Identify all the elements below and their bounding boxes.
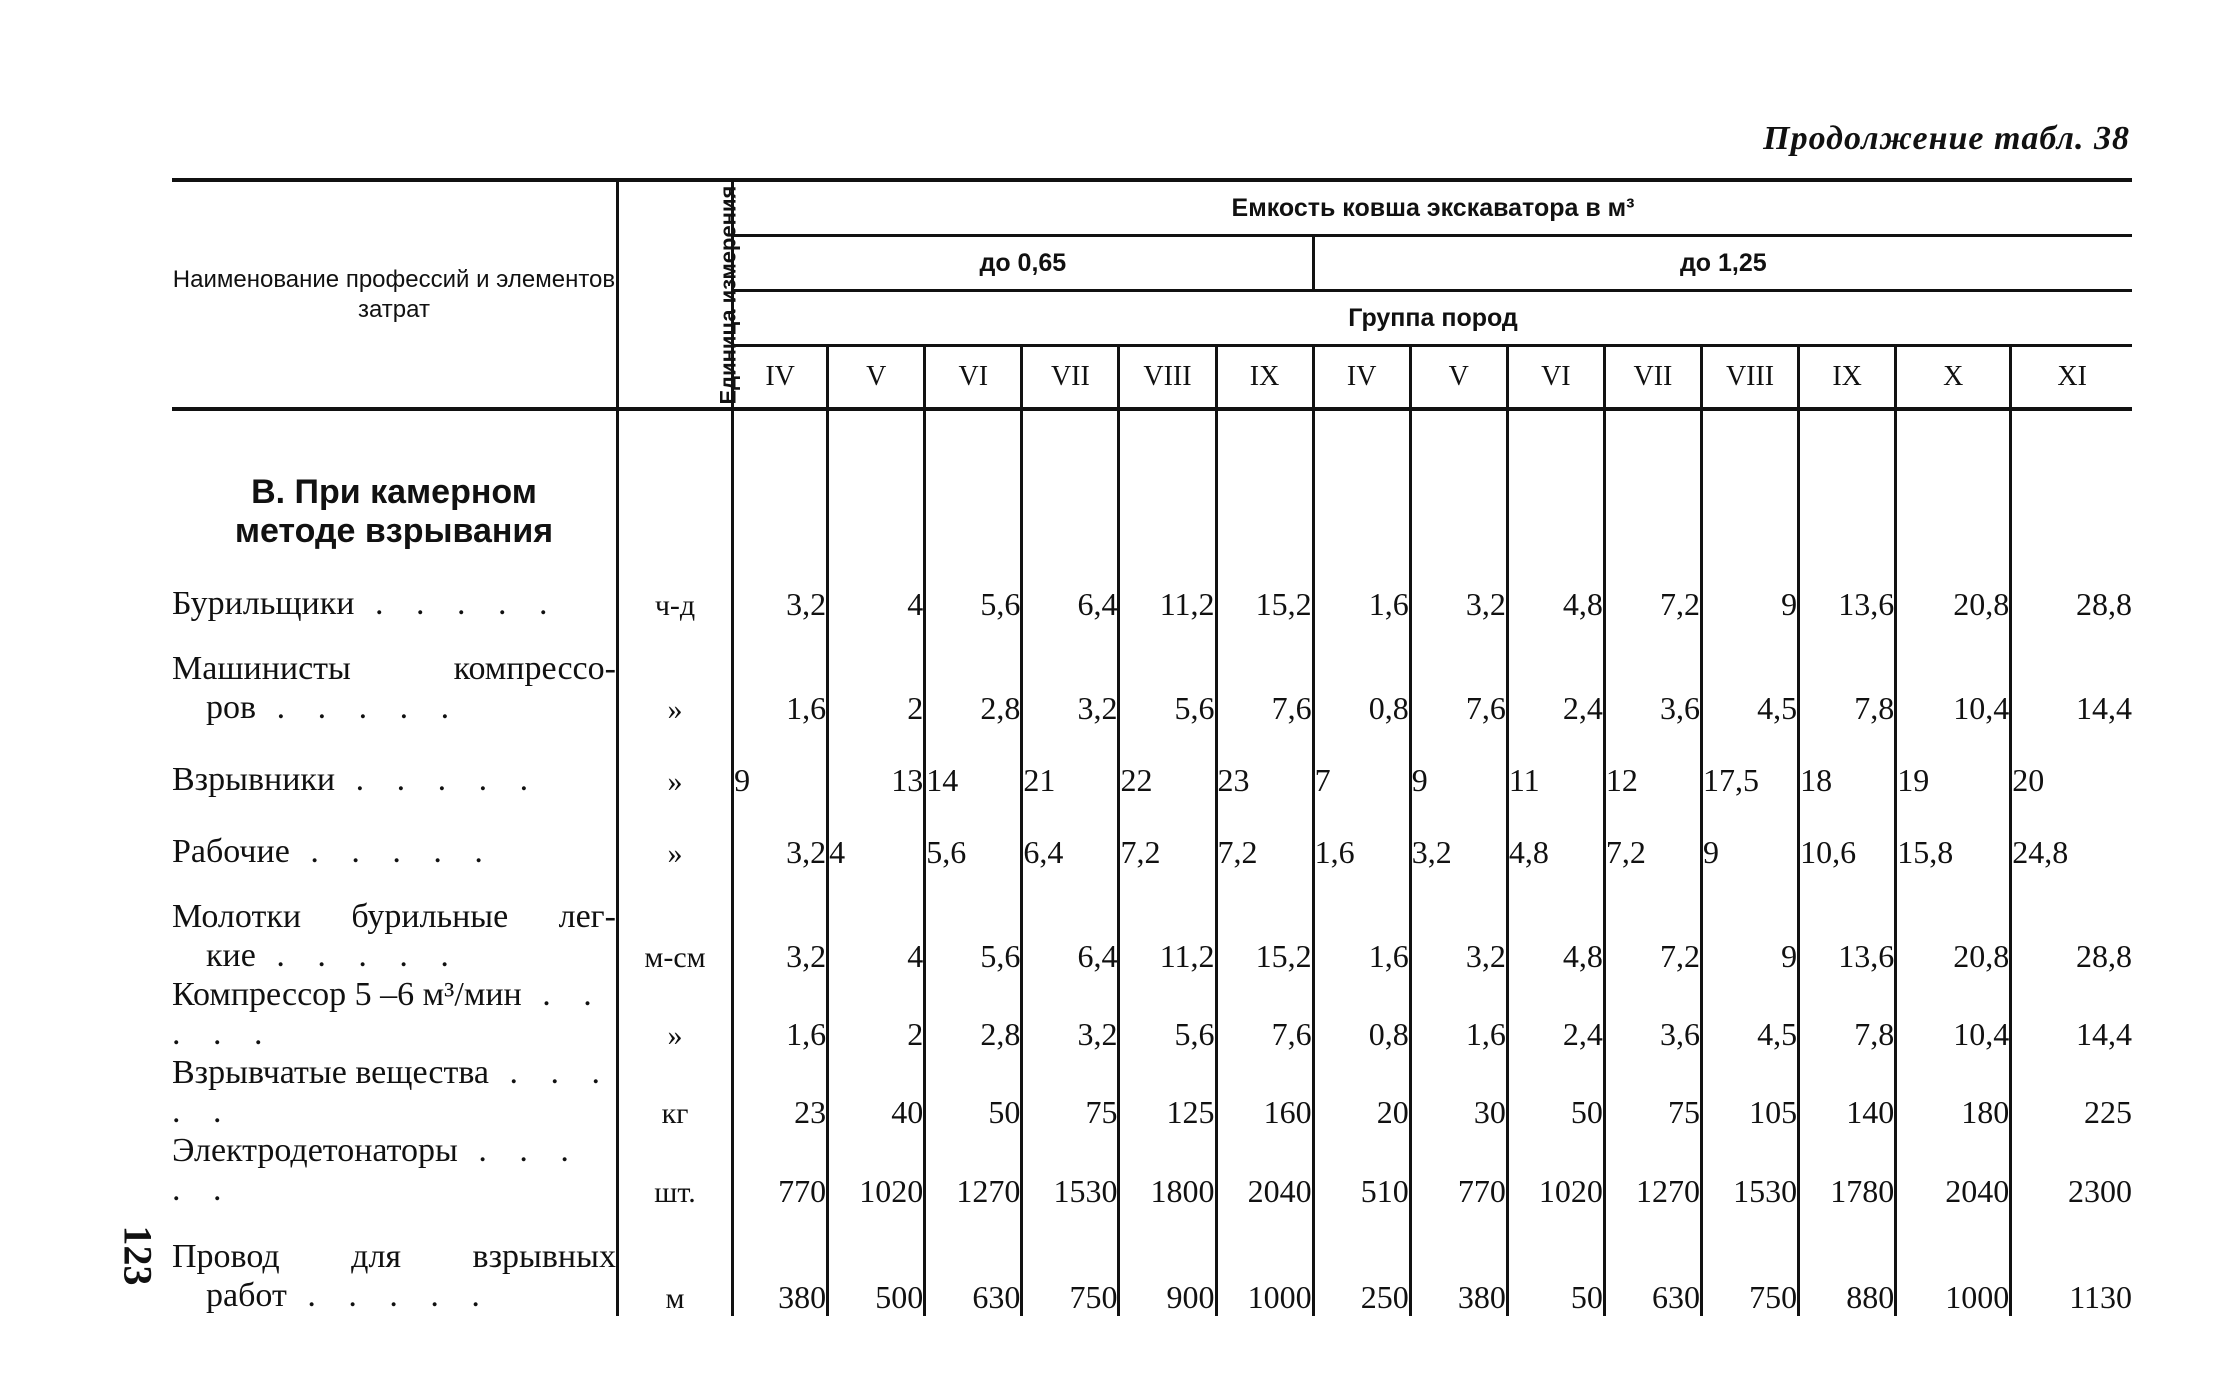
row-name-text: Взрывчатые вещества [172, 1054, 490, 1092]
table-cell: 17,5 [1702, 727, 1799, 799]
col-header: XI [2011, 346, 2132, 410]
table-cell: 4,8 [1507, 551, 1604, 623]
table-cell: 7,6 [1216, 623, 1313, 727]
leader-dots: . . . . . [172, 1054, 613, 1131]
table-cell: 4 [828, 871, 925, 975]
table-cell: 9 [1702, 799, 1799, 871]
table-caption: Продолжение табл. 38 [1763, 120, 2130, 157]
table-cell: 23 [1216, 727, 1313, 799]
table-cell: 15,2 [1216, 871, 1313, 975]
leader-dots: . . . . . [335, 760, 541, 798]
table-cell: 2040 [1896, 1131, 2011, 1209]
table-cell: 750 [1022, 1210, 1119, 1316]
leader-dots: . . . . . [172, 1132, 581, 1209]
table-cell: 13,6 [1799, 871, 1896, 975]
table-cell: 140 [1799, 1053, 1896, 1131]
table-cell: 19 [1896, 727, 2011, 799]
leader-dots: . . . . . [255, 936, 461, 974]
table-cell: 1000 [1216, 1210, 1313, 1316]
table-cell: 1270 [925, 1131, 1022, 1209]
table-cell: 3,6 [1604, 975, 1701, 1053]
table-cell: 3,2 [1410, 551, 1507, 623]
col-header: VIII [1702, 346, 1799, 410]
table-row [172, 975, 2132, 1053]
section-row [172, 409, 2132, 551]
header-unit-column [617, 180, 741, 409]
table-cell: 7,8 [1799, 975, 1896, 1053]
row-name [172, 551, 617, 623]
table-cell: 1130 [2011, 1210, 2132, 1316]
row-name-text: ров [206, 688, 257, 726]
table-cell: 9 [1410, 727, 1507, 799]
row-name-text: Взрывники [172, 760, 336, 798]
table-cell: 21 [1022, 727, 1119, 799]
col-header: X [1896, 346, 2011, 410]
col-header: IX [1216, 346, 1313, 410]
table-cell: 22 [1119, 727, 1216, 799]
table-cell: 225 [2011, 1053, 2132, 1131]
table-cell: 7,6 [1216, 975, 1313, 1053]
table-row [172, 1053, 2132, 1131]
table-cell: 10,4 [1896, 975, 2011, 1053]
table-cell: 5,6 [1119, 623, 1216, 727]
row-unit: » [617, 975, 732, 1053]
col-header: VII [1604, 346, 1701, 410]
header-capacity: Емкость ковша экскаватора в м³ [733, 180, 2132, 236]
table-cell: 75 [1022, 1053, 1119, 1131]
table-cell: 20 [1313, 1053, 1410, 1131]
table-cell: 3,6 [1604, 623, 1701, 727]
row-name [172, 1053, 617, 1131]
col-header: VIII [1119, 346, 1216, 410]
table-cell: 750 [1702, 1210, 1799, 1316]
leader-dots: . . . . . [286, 1277, 492, 1315]
row-name [172, 1131, 617, 1209]
table-cell: 12 [1604, 727, 1701, 799]
table-cell: 18 [1799, 727, 1896, 799]
table-cell: 1020 [1507, 1131, 1604, 1209]
table-cell: 4,5 [1702, 975, 1799, 1053]
table-row [172, 1131, 2132, 1209]
table-body [172, 409, 2132, 1316]
table-cell: 15,2 [1216, 551, 1313, 623]
table-cell: 2040 [1216, 1131, 1313, 1209]
table-cell: 3,2 [1410, 871, 1507, 975]
table-cell: 3,2 [733, 799, 828, 871]
table-row [172, 551, 2132, 623]
col-header: VII [1022, 346, 1119, 410]
table-row [172, 727, 2132, 799]
row-name [172, 727, 617, 799]
table-cell: 2,8 [925, 975, 1022, 1053]
table-cell: 160 [1216, 1053, 1313, 1131]
table-cell: 7,2 [1604, 799, 1701, 871]
header-group-b: до 1,25 [1313, 236, 2132, 291]
table-cell: 30 [1410, 1053, 1507, 1131]
data-table [172, 178, 2132, 1316]
table-cell: 2 [828, 975, 925, 1053]
table-cell: 3,2 [733, 871, 828, 975]
table-cell: 9 [733, 727, 828, 799]
table-cell: 6,4 [1022, 799, 1119, 871]
table-cell: 125 [1119, 1053, 1216, 1131]
table-row [172, 871, 2132, 975]
header-unit-label: Единица измерения [715, 185, 741, 405]
row-name-text: работ [206, 1277, 287, 1315]
table-cell: 250 [1313, 1210, 1410, 1316]
col-header: VI [1507, 346, 1604, 410]
row-name [172, 623, 617, 727]
table-cell: 380 [733, 1210, 828, 1316]
table-cell: 630 [1604, 1210, 1701, 1316]
col-header: IX [1799, 346, 1896, 410]
table-cell: 0,8 [1313, 623, 1410, 727]
table-cell: 14 [925, 727, 1022, 799]
row-name-text: Компрессор 5 –6 м³/мин [172, 976, 522, 1013]
table-cell: 40 [828, 1053, 925, 1131]
section-title-line1: В. При камерном [251, 472, 537, 511]
col-header: VI [925, 346, 1022, 410]
table-cell: 1000 [1896, 1210, 2011, 1316]
table-cell: 1530 [1702, 1131, 1799, 1209]
table-cell: 0,8 [1313, 975, 1410, 1053]
row-name [172, 1210, 617, 1316]
row-name [172, 799, 617, 871]
table-cell: 11,2 [1119, 871, 1216, 975]
table-cell: 5,6 [1119, 975, 1216, 1053]
row-name-line1: Молотки бурильные лег- [172, 897, 616, 935]
table-cell: 1,6 [1313, 871, 1410, 975]
table-cell: 1270 [1604, 1131, 1701, 1209]
table-cell: 7,2 [1119, 799, 1216, 871]
table-cell: 1780 [1799, 1131, 1896, 1209]
table-cell: 7,6 [1410, 623, 1507, 727]
col-header: IV [733, 346, 828, 410]
table-cell: 24,8 [2011, 799, 2132, 871]
table-cell: 880 [1799, 1210, 1896, 1316]
table-cell: 13,6 [1799, 551, 1896, 623]
table-cell: 770 [733, 1131, 828, 1209]
table-cell: 3,2 [733, 551, 828, 623]
table-cell: 13 [828, 727, 925, 799]
leader-dots: . . . . . [256, 688, 462, 726]
row-unit: » [617, 799, 732, 871]
table-cell: 5,6 [925, 799, 1022, 871]
leader-dots: . . . . . [289, 832, 495, 870]
table-cell: 5,6 [925, 551, 1022, 623]
row-name [172, 871, 617, 975]
row-name-text: кие [206, 936, 256, 974]
table-cell: 7,2 [1604, 551, 1701, 623]
table-row [172, 799, 2132, 871]
row-name-text: Рабочие [172, 832, 290, 870]
table-cell: 1,6 [733, 623, 828, 727]
table-cell: 2300 [2011, 1131, 2132, 1209]
table-cell: 2 [828, 623, 925, 727]
table-cell: 10,4 [1896, 623, 2011, 727]
table-cell: 7,2 [1604, 871, 1701, 975]
table-cell: 9 [1702, 871, 1799, 975]
table-cell: 15,8 [1896, 799, 2011, 871]
row-unit: ч-д [617, 551, 732, 623]
table-cell: 2,8 [925, 623, 1022, 727]
table-cell: 3,2 [1022, 623, 1119, 727]
table-cell: 4,5 [1702, 623, 1799, 727]
row-name-line1: Машинисты компрессо- [172, 649, 616, 687]
table-cell: 4,8 [1507, 799, 1604, 871]
table-cell: 1,6 [1410, 975, 1507, 1053]
table-cell: 770 [1410, 1131, 1507, 1209]
table-cell: 510 [1313, 1131, 1410, 1209]
table-cell: 5,6 [925, 871, 1022, 975]
section-title [172, 409, 617, 551]
row-name-text: Бурильщики [172, 584, 355, 622]
row-unit: м [617, 1210, 732, 1316]
table-cell: 50 [1507, 1210, 1604, 1316]
table-cell: 28,8 [2011, 551, 2132, 623]
table-cell: 7 [1313, 727, 1410, 799]
table-cell: 630 [925, 1210, 1022, 1316]
section-title-line2: методе взрывания [234, 511, 554, 550]
table-cell: 500 [828, 1210, 925, 1316]
table-cell: 7,2 [1216, 799, 1313, 871]
table-cell: 1,6 [733, 975, 828, 1053]
table-cell: 1,6 [1313, 799, 1410, 871]
col-header: V [1410, 346, 1507, 410]
table-cell: 1,6 [1313, 551, 1410, 623]
table-row [172, 1210, 2132, 1316]
leader-dots: . . . . . [172, 976, 604, 1053]
header-name-column: Наименование профессий и элементов затрат [172, 180, 617, 409]
table-row [172, 623, 2132, 727]
table-cell: 1800 [1119, 1131, 1216, 1209]
table-cell: 7,8 [1799, 623, 1896, 727]
table-cell: 50 [1507, 1053, 1604, 1131]
row-name-text: Электродетонаторы [172, 1132, 458, 1170]
row-unit: кг [617, 1053, 732, 1131]
table-cell: 380 [1410, 1210, 1507, 1316]
table-cell: 20,8 [1896, 871, 2011, 975]
table-cell: 105 [1702, 1053, 1799, 1131]
table-cell: 9 [1702, 551, 1799, 623]
table-cell: 50 [925, 1053, 1022, 1131]
row-name [172, 975, 617, 1053]
table-cell: 75 [1604, 1053, 1701, 1131]
table-cell: 180 [1896, 1053, 2011, 1131]
table-cell: 2,4 [1507, 623, 1604, 727]
table-cell: 4 [828, 799, 925, 871]
table-cell: 14,4 [2011, 975, 2132, 1053]
header-rock-group: Группа пород [733, 291, 2132, 346]
table-cell: 2,4 [1507, 975, 1604, 1053]
table-cell: 20,8 [1896, 551, 2011, 623]
table-cell: 14,4 [2011, 623, 2132, 727]
table-cell: 1020 [828, 1131, 925, 1209]
col-header: IV [1313, 346, 1410, 410]
table-cell: 11,2 [1119, 551, 1216, 623]
table-cell: 20 [2011, 727, 2132, 799]
col-header: V [828, 346, 925, 410]
table-cell: 6,4 [1022, 551, 1119, 623]
page-number: 123 [115, 1225, 161, 1286]
table-cell: 10,6 [1799, 799, 1896, 871]
row-unit: » [617, 727, 732, 799]
table-cell: 4 [828, 551, 925, 623]
table-cell: 3,2 [1022, 975, 1119, 1053]
row-unit: м-см [617, 871, 732, 975]
table-cell: 6,4 [1022, 871, 1119, 975]
table-cell: 28,8 [2011, 871, 2132, 975]
row-unit: » [617, 623, 732, 727]
table-cell: 900 [1119, 1210, 1216, 1316]
table-cell: 3,2 [1410, 799, 1507, 871]
table-cell: 23 [733, 1053, 828, 1131]
row-unit: шт. [617, 1131, 732, 1209]
leader-dots: . . . . . [354, 584, 560, 622]
table-cell: 11 [1507, 727, 1604, 799]
table-cell: 1530 [1022, 1131, 1119, 1209]
row-name-line1: Провод для взрывных [172, 1238, 616, 1276]
table-cell: 4,8 [1507, 871, 1604, 975]
header-group-a: до 0,65 [733, 236, 1314, 291]
